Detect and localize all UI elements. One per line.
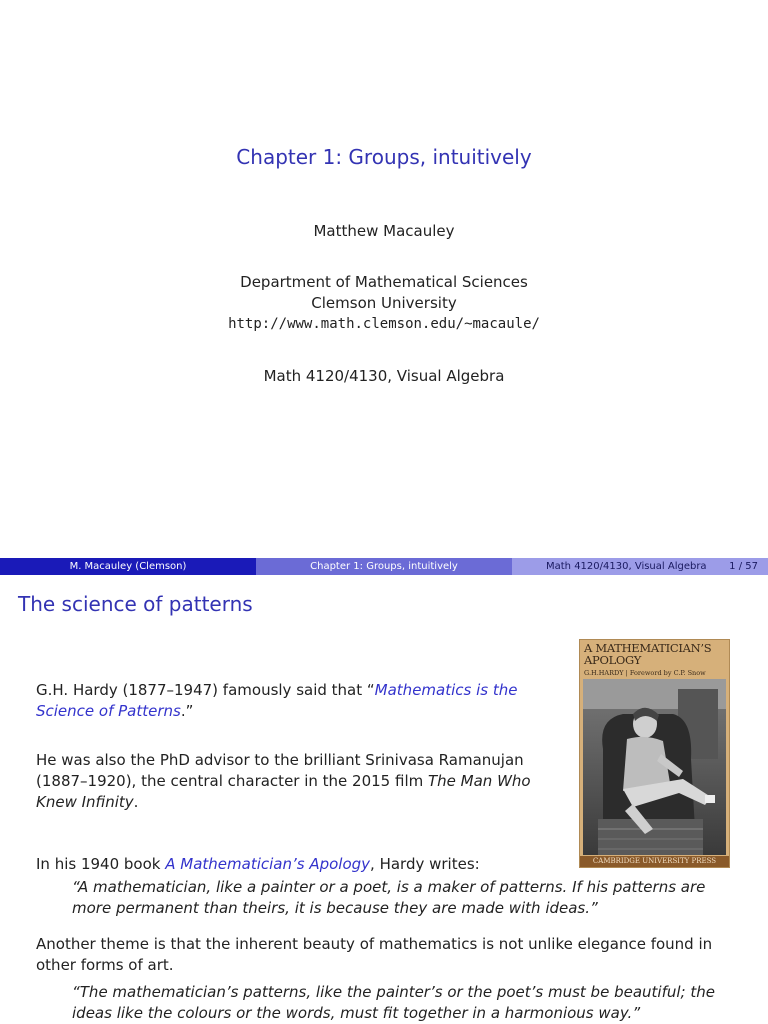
book-author-line: G.H.HARDY | Foreword by C.P. Snow bbox=[584, 669, 706, 677]
author-url[interactable]: http://www.math.clemson.edu/~macaule/ bbox=[228, 316, 540, 332]
hardy-quote-paragraph bbox=[36, 680, 546, 722]
author-name: Matthew Macauley bbox=[313, 222, 455, 240]
content-slide bbox=[0, 576, 768, 1024]
film-title: The Man Who Knew Infinity bbox=[36, 772, 531, 811]
book-publisher: CAMBRIDGE UNIVERSITY PRESS bbox=[580, 856, 729, 867]
science-of-patterns-link[interactable]: Mathematics is the Science of Patterns bbox=[36, 681, 518, 720]
para2-end: . bbox=[133, 793, 139, 811]
footer-chapter: Chapter 1: Groups, intuitively bbox=[256, 558, 512, 575]
maker-of-patterns-quote: “A mathematician, like a painter or a poet, is a maker of patterns. If his patterns are more permanent than theirs, it is because they are made with ideas.” bbox=[72, 878, 706, 917]
beauty-paragraph: Another theme is that the inherent beauty of mathematics is not unlike elegance found in other forms of art. bbox=[36, 935, 713, 974]
department: Department of Mathematical Sciences bbox=[240, 273, 528, 291]
beautiful-patterns-quote: “The mathematician’s patterns, like the painter’s or the poet’s must be beautiful; the ideas like the colours or the words, must fit together in a harmonious way.” bbox=[72, 983, 715, 1022]
para1-text: G.H. Hardy (1877–1947) famously said that “ bbox=[36, 681, 375, 699]
para1-end: .” bbox=[180, 702, 194, 720]
para2-text: He was also the PhD advisor to the brilliant Srinivasa Ramanujan (1887–1920), the central character in the 2015 film bbox=[36, 751, 524, 790]
presentation-title: Chapter 1: Groups, intuitively bbox=[236, 145, 532, 169]
para3-text: In his 1940 book bbox=[36, 855, 166, 873]
university: Clemson University bbox=[311, 294, 457, 312]
footer-author: M. Macauley (Clemson) bbox=[0, 558, 256, 575]
institution-block bbox=[0, 272, 768, 335]
course-name: Math 4120/4130, Visual Algebra bbox=[263, 367, 505, 385]
slide-footer bbox=[0, 558, 768, 575]
slide-title: The science of patterns bbox=[18, 592, 253, 616]
para3-end: , Hardy writes: bbox=[370, 855, 480, 873]
ramanujan-paragraph bbox=[36, 750, 536, 813]
footer-page-number: 1 / 57 bbox=[729, 561, 758, 572]
book-cover-image bbox=[579, 639, 730, 868]
book-title: A MATHEMATICIAN’S APOLOGY bbox=[584, 641, 712, 667]
hardy-portrait-photo bbox=[583, 679, 726, 855]
apology-link[interactable]: A Mathematician’s Apology bbox=[165, 855, 371, 873]
footer-course: Math 4120/4130, Visual Algebra bbox=[546, 561, 707, 572]
apology-paragraph bbox=[36, 854, 556, 875]
footer-course-section bbox=[512, 558, 768, 575]
